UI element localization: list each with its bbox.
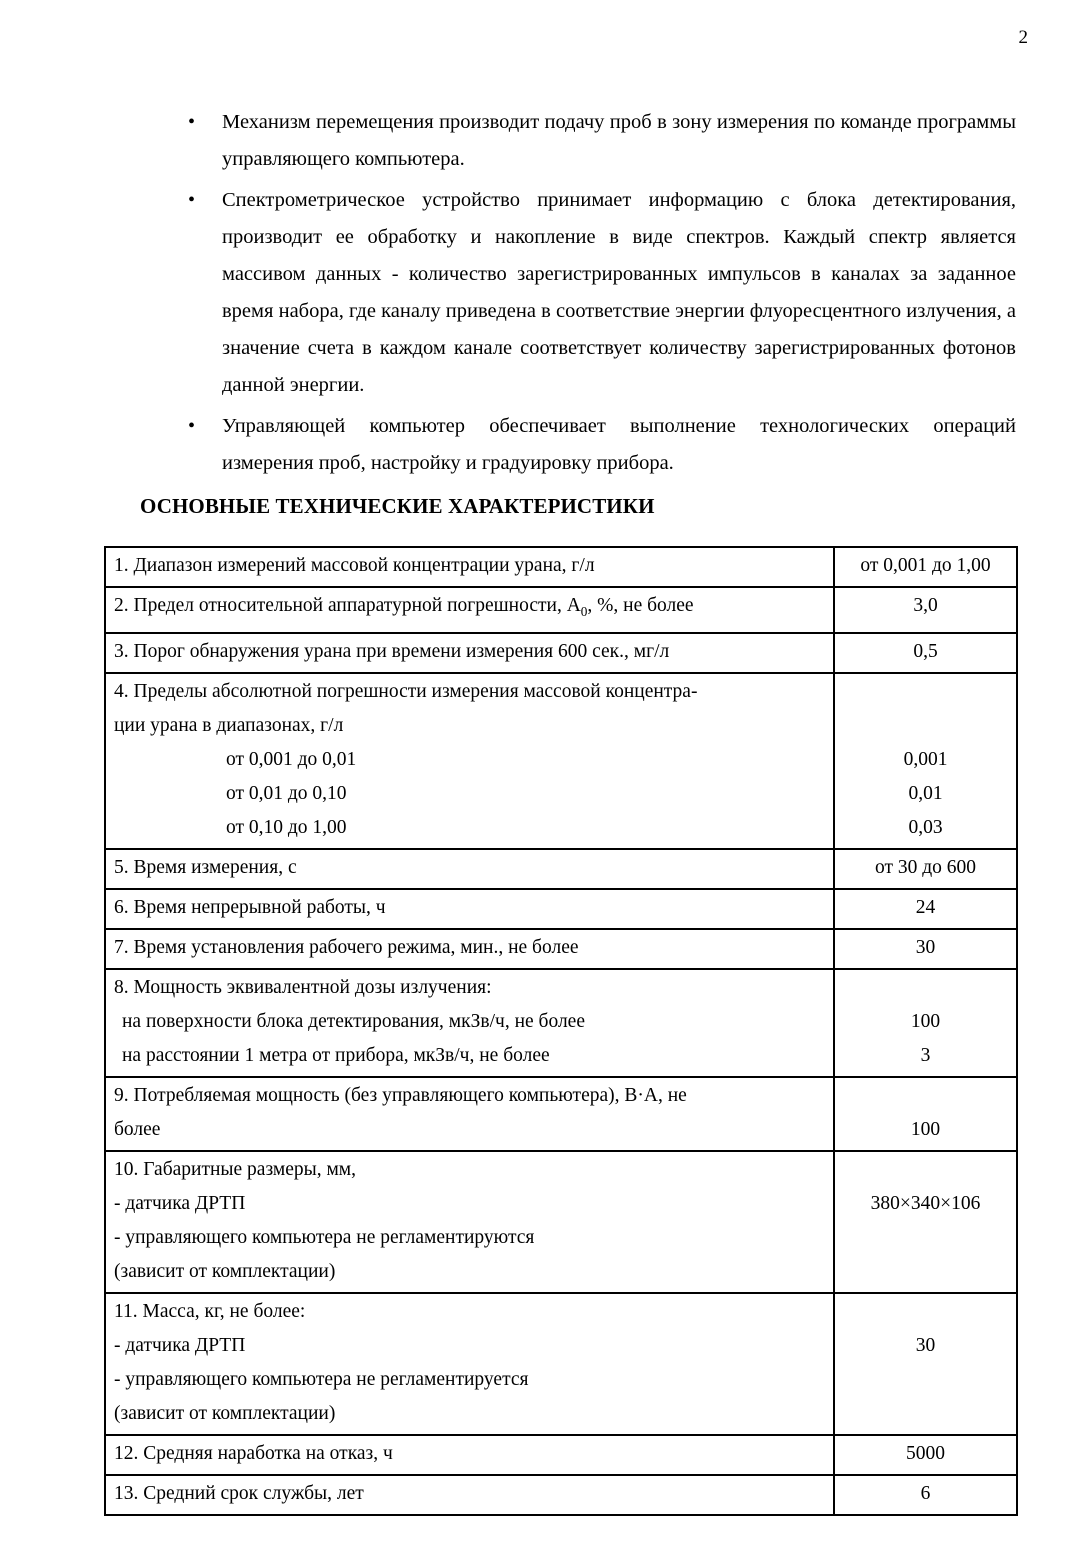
spec-value-cell <box>834 1475 1017 1515</box>
list-item-text: Спектрометрическое устройство принимает информацию с блока детектирования, производит ее обработку и накопление в виде спектров. Каждый спектр является массивом данных - количество зарегистрированных импульсов в каналах за заданное время набора, где каналу приведена в соответствие энергии флуоресцентного излучения, а значение счета в каждом канале соответствует количеству зарегистрированных фотонов данной энергии. <box>222 189 1016 396</box>
spec-value-line: 6 <box>920 1482 931 1504</box>
table-row <box>105 1435 1017 1475</box>
spec-label-line: от 0,10 до 1,00 <box>226 816 347 838</box>
table-row <box>105 889 1017 929</box>
spec-value-line: 100 <box>910 1010 941 1032</box>
list-item <box>186 104 1016 178</box>
spec-value-cell <box>834 587 1017 633</box>
table-row <box>105 969 1017 1077</box>
spec-label-cell <box>105 587 834 633</box>
spec-label-line: на расстоянии 1 метра от прибора, мкЗв/ч, не более <box>122 1044 550 1066</box>
table-row <box>105 587 1017 633</box>
technical-specifications-table <box>104 546 1018 1516</box>
spec-value-line: 0,001 <box>903 748 948 770</box>
spec-label-line: 3. Порог обнаружения урана при времени измерения 600 сек., мг/л <box>114 640 670 662</box>
spec-value-cell <box>834 889 1017 929</box>
spec-label-cell <box>105 889 834 929</box>
bullet-list <box>186 104 1016 486</box>
spec-label-line: 10. Габаритные размеры, мм, <box>114 1158 357 1180</box>
spec-label-cell <box>105 1475 834 1515</box>
spec-value-line: 3,0 <box>913 595 938 616</box>
spec-value-cell <box>834 1293 1017 1435</box>
spec-value-line: от 0,001 до 1,00 <box>860 555 991 576</box>
spec-label-cell <box>105 1435 834 1475</box>
spec-label-line: на поверхности блока детектирования, мкЗв/ч, не более <box>122 1010 585 1032</box>
spec-label-part: 2. Предел относительной аппаратурной погрешности, A <box>114 595 581 616</box>
spec-label-cell <box>105 1151 834 1293</box>
spec-value-cell <box>834 1151 1017 1293</box>
spec-label-line: 9. Потребляемая мощность (без управляющего компьютера), В·А, не <box>114 1084 687 1106</box>
list-item <box>186 408 1016 482</box>
spec-label-line: от 0,01 до 0,10 <box>226 782 347 804</box>
table-row <box>105 1151 1017 1293</box>
spec-label-line: - датчика ДРТП <box>114 1334 246 1356</box>
spec-value-line: 0,01 <box>908 782 943 804</box>
bullet-dot-icon: • <box>188 111 196 133</box>
spec-value-cell <box>834 673 1017 849</box>
spec-label-line: 7. Время установления рабочего режима, мин., не более <box>114 936 579 958</box>
table-row <box>105 1475 1017 1515</box>
table-row <box>105 929 1017 969</box>
spec-label-line: более <box>114 1118 161 1140</box>
spec-label-line: 11. Масса, кг, не более: <box>114 1300 306 1322</box>
table-row <box>105 673 1017 849</box>
spec-label-line: 12. Средняя наработка на отказ, ч <box>114 1442 393 1464</box>
spec-label-line: ции урана в диапазонах, г/л <box>114 714 344 736</box>
spec-label-line: 8. Мощность эквивалентной дозы излучения: <box>114 976 492 998</box>
spec-value-cell <box>834 929 1017 969</box>
spec-value-line: 30 <box>915 1334 936 1356</box>
table-row <box>105 849 1017 889</box>
spec-label-line: 13. Средний срок службы, лет <box>114 1482 364 1504</box>
spec-label-line: 5. Время измерения, с <box>114 856 297 878</box>
spec-label-line: (зависит от комплектации) <box>114 1402 336 1424</box>
spec-value-line: 3 <box>920 1044 931 1066</box>
spec-value-line: 380×340×106 <box>870 1192 981 1214</box>
spec-label-line: 1. Диапазон измерений массовой концентрации урана, г/л <box>114 555 595 576</box>
spec-value-cell <box>834 1435 1017 1475</box>
spec-label-line: 4. Пределы абсолютной погрешности измерения массовой концентра- <box>114 680 698 702</box>
list-item-text: Управляющей компьютер обеспечивает выполнение технологических операций измерения проб, настройку и градуировку прибора. <box>222 415 1016 474</box>
spec-value-line: от 30 до 600 <box>874 856 977 878</box>
list-item-text: Механизм перемещения производит подачу проб в зону измерения по команде программы управляющего компьютера. <box>222 111 1016 170</box>
spec-label-line: - управляющего компьютера не регламентируется <box>114 1368 529 1390</box>
section-heading: ОСНОВНЫЕ ТЕХНИЧЕСКИЕ ХАРАКТЕРИСТИКИ <box>140 494 655 518</box>
spec-label-part: , %, не более <box>587 595 694 616</box>
list-item <box>186 182 1016 404</box>
spec-value-cell <box>834 633 1017 673</box>
bullet-dot-icon: • <box>188 415 196 437</box>
spec-label-cell <box>105 633 834 673</box>
spec-label-line <box>114 589 825 629</box>
spec-value-line: 100 <box>910 1118 941 1140</box>
table-row <box>105 1293 1017 1435</box>
spec-label-cell <box>105 673 834 849</box>
spec-label-cell <box>105 969 834 1077</box>
spec-label-line: - управляющего компьютера не регламентируются <box>114 1226 535 1248</box>
table-row <box>105 633 1017 673</box>
spec-value-cell <box>834 969 1017 1077</box>
spec-label-line: - датчика ДРТП <box>114 1192 246 1214</box>
table-row <box>105 547 1017 587</box>
bullet-dot-icon: • <box>188 189 196 211</box>
spec-value-line: 24 <box>915 896 936 918</box>
spec-label-cell <box>105 1293 834 1435</box>
spec-value-line: 0,5 <box>913 640 938 662</box>
spec-value-cell <box>834 1077 1017 1151</box>
spec-label-line: от 0,001 до 0,01 <box>226 748 357 770</box>
spec-label-cell <box>105 547 834 587</box>
spec-value-cell <box>834 849 1017 889</box>
spec-label-cell <box>105 929 834 969</box>
spec-label-cell <box>105 1077 834 1151</box>
spec-label-line: (зависит от комплектации) <box>114 1260 336 1282</box>
spec-value-line: 0,03 <box>908 816 943 838</box>
spec-label-line: 6. Время непрерывной работы, ч <box>114 896 386 918</box>
spec-label-cell <box>105 849 834 889</box>
page-number: 2 <box>1018 27 1028 48</box>
spec-value-line: 30 <box>915 936 936 958</box>
spec-value-cell <box>834 547 1017 587</box>
table-row <box>105 1077 1017 1151</box>
spec-value-line: 5000 <box>906 1442 945 1464</box>
spec-label-subscript: 0 <box>580 603 588 619</box>
